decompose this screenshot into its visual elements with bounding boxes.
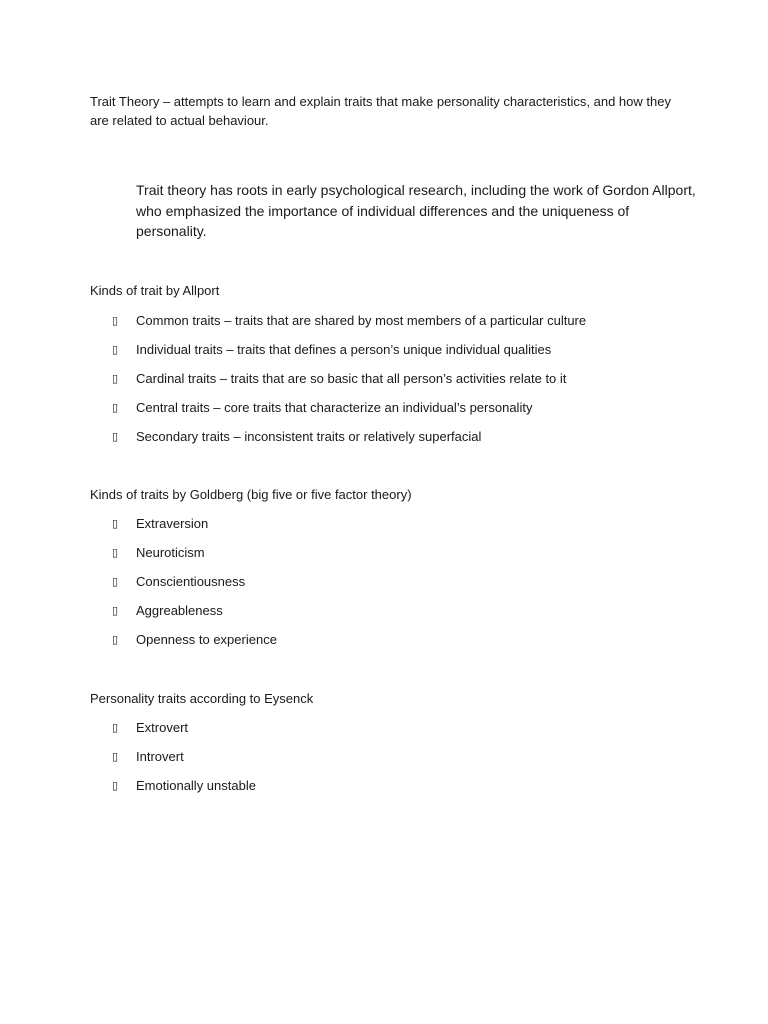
bullet-icon: ▯ xyxy=(112,633,119,647)
bullet-icon: ▯ xyxy=(112,574,119,588)
list-item-text: Neuroticism xyxy=(136,544,205,560)
list-item-text: Emotionally unstable xyxy=(136,777,256,793)
goldberg-trait-list xyxy=(112,509,712,655)
bullet-icon: ▯ xyxy=(112,430,119,444)
list-item-text: Secondary traits – inconsistent traits or relatively superfacial xyxy=(136,429,482,445)
list-item xyxy=(112,394,712,423)
list-item xyxy=(112,335,712,364)
list-item-text: Conscientiousness xyxy=(136,573,246,589)
bullet-icon: ▯ xyxy=(112,749,119,763)
list-item xyxy=(112,771,712,800)
bullet-icon: ▯ xyxy=(112,313,119,327)
list-item-text: Individual traits – traits that defines a person’s unique individual qualities xyxy=(136,341,552,357)
section-heading-eysenck: Personality traits according to Eysenck xyxy=(90,691,314,706)
list-item xyxy=(112,597,712,626)
bullet-icon: ▯ xyxy=(112,516,119,530)
list-item-text: Openness to experience xyxy=(136,632,277,648)
list-item-text: Introvert xyxy=(136,748,184,764)
list-item-text: Aggreableness xyxy=(136,603,223,619)
indented-quote: Trait theory has roots in early psychological research, including the work of Gordon Allport, who emphasized the importance of individual differences and the uniqueness of personality. xyxy=(136,182,696,239)
bullet-icon: ▯ xyxy=(112,371,119,385)
allport-trait-list xyxy=(112,306,712,452)
bullet-icon: ▯ xyxy=(112,604,119,618)
list-item xyxy=(112,713,712,742)
list-item-text: Extraversion xyxy=(136,515,209,531)
bullet-icon: ▯ xyxy=(112,342,119,356)
list-item xyxy=(112,509,712,538)
list-item-text: Extrovert xyxy=(136,719,189,735)
list-item-text: Cardinal traits – traits that are so basic that all person’s activities relate to it xyxy=(136,370,567,386)
list-item-text: Central traits – core traits that characterize an individual’s personality xyxy=(136,400,533,416)
bullet-icon: ▯ xyxy=(112,401,119,415)
list-item xyxy=(112,626,712,655)
list-item xyxy=(112,742,712,771)
list-item xyxy=(112,423,712,452)
list-item xyxy=(112,306,712,335)
section-heading-allport: Kinds of trait by Allport xyxy=(90,283,220,298)
bullet-icon: ▯ xyxy=(112,720,119,734)
list-item xyxy=(112,364,712,393)
bullet-icon: ▯ xyxy=(112,778,119,792)
list-item xyxy=(112,538,712,567)
section-heading-goldberg: Kinds of traits by Goldberg (big five or five factor theory) xyxy=(90,487,412,502)
bullet-icon: ▯ xyxy=(112,545,119,559)
list-item-text: Common traits – traits that are shared by most members of a particular culture xyxy=(136,312,587,328)
intro-paragraph: Trait Theory – attempts to learn and explain traits that make personality characteristics, and how they are related to actual behaviour. xyxy=(90,94,671,128)
eysenck-trait-list xyxy=(112,713,712,801)
list-item xyxy=(112,567,712,596)
